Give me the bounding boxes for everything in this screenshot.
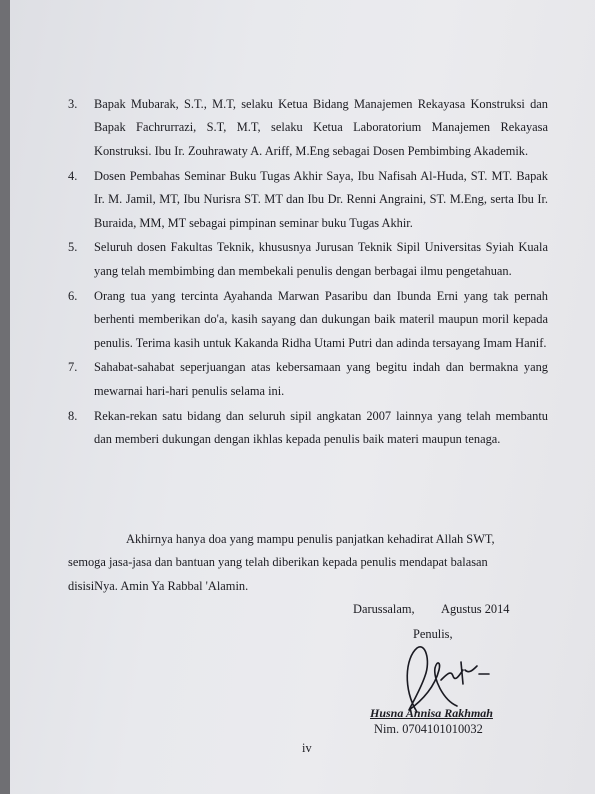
closing-line-2: semoga jasa-jasa dan bantuan yang telah diberikan kepada penulis mendapat balasan [68, 555, 488, 569]
acknowledgement-list [68, 93, 548, 453]
author-nim: Nim. 0704101010032 [374, 722, 483, 736]
list-item [68, 236, 548, 283]
list-item-number: 8. [68, 408, 78, 423]
document-page [10, 0, 595, 794]
list-item [68, 356, 548, 403]
list-item-number: 7. [68, 360, 78, 375]
list-item-text: Bapak Mubarak, S.T., M.T, selaku Ketua Bidang Manajemen Rekayasa Konstruksi dan Bapak Fachrurrazi, S.T, M.T, selaku Ketua Laboratorium Manajemen Rekayasa Konstruksi. Ibu Ir. Zouhrawaty A. Ariff, M.Eng sebagai Dosen Pembimbing Akademik. [94, 97, 548, 158]
signature-date: Agustus 2014 [441, 602, 510, 616]
page-number: iv [302, 741, 312, 755]
list-item-number: 4. [68, 168, 78, 183]
signature-place: Darussalam, [353, 602, 415, 616]
list-item [68, 285, 548, 355]
list-item-text: Seluruh dosen Fakultas Teknik, khususnya Jurusan Teknik Sipil Universitas Syiah Kuala yang telah membimbing dan membekali penulis dengan berbagai ilmu pengetahuan. [94, 240, 548, 278]
list-item [68, 93, 548, 163]
list-item-text: Sahabat-sahabat seperjuangan atas kebersamaan yang begitu indah dan bermakna yang mewarnai hari-hari penulis selama ini. [94, 360, 548, 398]
list-item-number: 6. [68, 288, 78, 303]
list-item-number: 5. [68, 240, 78, 255]
list-item-text: Rekan-rekan satu bidang dan seluruh sipil angkatan 2007 lainnya yang telah membantu dan memberi dukungan dengan ikhlas kepada penulis baik materi maupun tenaga. [94, 408, 548, 447]
author-name: Husna Annisa Rakhmah [370, 706, 493, 720]
signature-role: Penulis, [413, 627, 453, 641]
list-item-text: Orang tua yang tercinta Ayahanda Marwan Pasaribu dan Ibunda Erni yang tak pernah berhenti memberikan do'a, kasih sayang dan dukungan baik materil maupun moril kepada penulis. Terima kasih untuk Kakanda Ridha Utami Putri dan adinda tersayang Imam Hanif. [94, 288, 548, 350]
list-item-number: 3. [68, 97, 78, 111]
closing-line-3: disisiNya. Amin Ya Rabbal 'Alamin. [68, 579, 249, 593]
list-item-text: Dosen Pembahas Seminar Buku Tugas Akhir Saya, Ibu Nafisah Al-Huda, ST. MT. Bapak Ir. M. Jamil, MT, Ibu Nurisra ST. MT dan Ibu Dr. Renni Angraini, ST. M.Eng, serta Ibu Ir. Buraida, MM, MT sebagai pimpinan seminar buku Tugas Akhir. [94, 168, 548, 230]
list-item [68, 165, 548, 235]
closing-line-1: Akhirnya hanya doa yang mampu penulis panjatkan kehadirat Allah SWT, [126, 532, 495, 546]
list-item [68, 405, 548, 452]
